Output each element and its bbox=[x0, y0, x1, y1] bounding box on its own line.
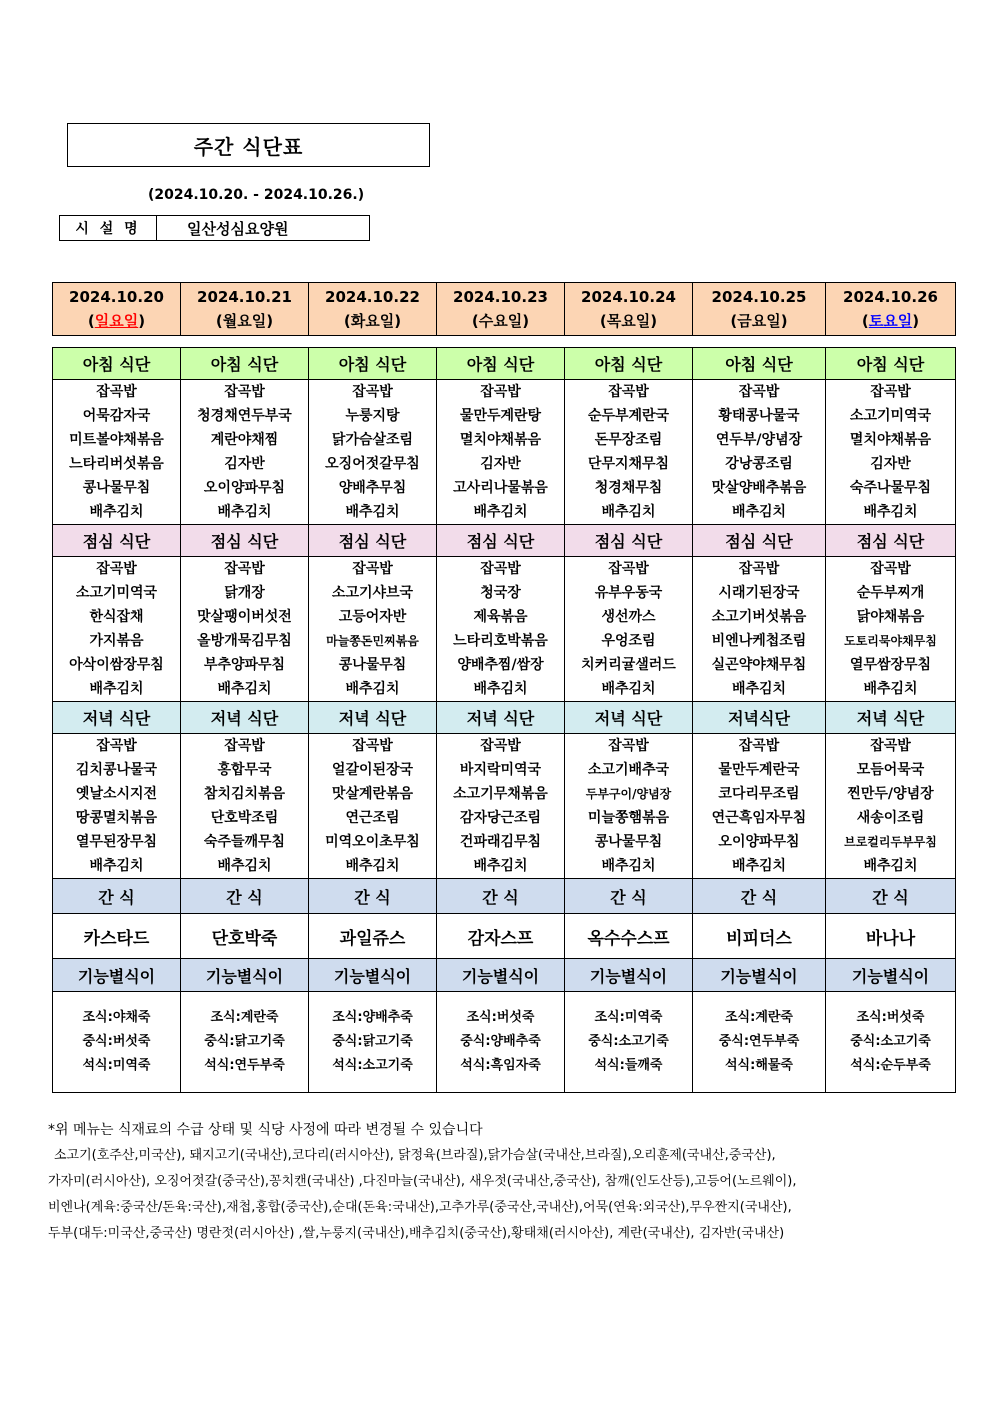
menu-item: 잡곡밥 bbox=[738, 384, 780, 400]
date-label: 2024.10.23 bbox=[453, 288, 548, 306]
menu-item: 배추김치 bbox=[89, 681, 144, 697]
functional-diet-section-label: 기능별식이 bbox=[826, 959, 956, 992]
menu-item: 잡곡밥 bbox=[608, 738, 649, 754]
menu-item: 배추김치 bbox=[731, 681, 787, 697]
dinner-menu-cell bbox=[693, 734, 826, 879]
menu-item: 마늘쫑돈민찌볶음 bbox=[326, 634, 419, 648]
lunch-menu-cell bbox=[693, 557, 826, 702]
menu-item: 잡곡밥 bbox=[608, 384, 649, 400]
menu-item: 잡곡밥 bbox=[96, 738, 137, 754]
menu-item: 배추김치 bbox=[345, 504, 400, 520]
menu-item: 고등어자반 bbox=[338, 609, 407, 625]
paren-open: ( bbox=[87, 312, 95, 330]
facility-label: 시 설 명 bbox=[60, 216, 157, 240]
menu-item: 열무쌈장무침 bbox=[849, 657, 932, 673]
functional-diet-item: 석식:해물죽 bbox=[725, 1058, 793, 1073]
dinner-menu-cell bbox=[53, 734, 181, 879]
date-label: 2024.10.25 bbox=[711, 288, 807, 306]
menu-item: 느타리버섯볶음 bbox=[69, 456, 164, 472]
lunch-menu-cell bbox=[181, 557, 309, 702]
menu-item: 배추김치 bbox=[89, 504, 144, 520]
menu-item: 잡곡밥 bbox=[352, 384, 393, 400]
menu-item: 새송이조림 bbox=[856, 810, 925, 826]
breakfast-section-label: 아침 식단 bbox=[826, 348, 956, 380]
menu-item: 닭개장 bbox=[224, 585, 265, 601]
breakfast-menu-cell bbox=[693, 380, 826, 525]
menu-item: 닭가슴살조림 bbox=[331, 432, 414, 448]
lunch-menu-cell bbox=[826, 557, 956, 702]
menu-item: 모듬어묵국 bbox=[856, 762, 925, 778]
menu-item: 생선까스 bbox=[601, 609, 656, 625]
breakfast-menu-cell bbox=[181, 380, 309, 525]
menu-item: 배추김치 bbox=[217, 504, 272, 520]
lunch-menu-cell bbox=[437, 557, 565, 702]
menu-item: 소고기미역국 bbox=[849, 408, 932, 424]
breakfast-menu-cell bbox=[565, 380, 693, 525]
menu-item: 누룽지탕 bbox=[345, 408, 400, 424]
breakfast-menu-cell bbox=[309, 380, 437, 525]
menu-item: 잡곡밥 bbox=[738, 561, 780, 577]
menu-item: 잡곡밥 bbox=[224, 561, 265, 577]
dinner-menu-cell bbox=[565, 734, 693, 879]
menu-item: 치커리귤샐러드 bbox=[581, 657, 676, 673]
notes-disclaimer: *위 메뉴는 식재료의 수급 상태 및 식당 사정에 따라 변경될 수 있습니다 bbox=[48, 1122, 483, 1138]
menu-item: 돈무장조림 bbox=[594, 432, 663, 448]
menu-item: 잡곡밥 bbox=[480, 384, 521, 400]
functional-diet-item: 조식:버섯죽 bbox=[856, 1010, 925, 1025]
date-header-cell bbox=[693, 283, 826, 336]
paren-close: ) bbox=[394, 312, 402, 330]
functional-diet-item: 중식:닭고기죽 bbox=[332, 1034, 413, 1049]
functional-diet-item: 조식:미역죽 bbox=[594, 1010, 663, 1025]
menu-item: 실곤약야채무침 bbox=[711, 657, 807, 673]
functional-diet-item: 중식:닭고기죽 bbox=[204, 1034, 285, 1049]
menu-item: 콩나물무침 bbox=[338, 657, 407, 673]
menu-item: 소고기샤브국 bbox=[331, 585, 414, 601]
functional-diet-cell bbox=[437, 992, 565, 1093]
notes-origin-line: 소고기(호주산,미국산), 돼지고기(국내산),코다리(러시아산), 닭정육(브라질),닭가슴살(국내산,브라질),오리훈제(국내산,중국산), bbox=[54, 1148, 776, 1163]
menu-item: 바지락미역국 bbox=[459, 762, 542, 778]
functional-diet-item: 중식:버섯죽 bbox=[82, 1034, 151, 1049]
functional-diet-item: 중식:양배추죽 bbox=[460, 1034, 541, 1049]
menu-item: 배추김치 bbox=[863, 504, 918, 520]
dinner-menu-cell bbox=[309, 734, 437, 879]
weekday-label: 화요일 bbox=[350, 312, 395, 330]
menu-item: 배추김치 bbox=[89, 858, 144, 874]
origin-notes bbox=[48, 1117, 968, 1247]
weekday-label: 수요일 bbox=[478, 312, 523, 330]
dinner-menu-cell bbox=[437, 734, 565, 879]
menu-item: 오이양파무침 bbox=[203, 480, 286, 496]
menu-item: 미늘쫑햄볶음 bbox=[587, 810, 670, 826]
lunch-section-label: 점심 식단 bbox=[565, 525, 693, 557]
date-header-table bbox=[52, 282, 956, 336]
functional-diet-item: 석식:소고기죽 bbox=[332, 1058, 413, 1073]
menu-item: 배추김치 bbox=[863, 858, 918, 874]
menu-item: 배추김치 bbox=[731, 858, 787, 874]
menu-item: 배추김치 bbox=[601, 858, 656, 874]
functional-diet-cell bbox=[693, 992, 826, 1093]
menu-item: 닭야채볶음 bbox=[856, 609, 925, 625]
functional-diet-item: 석식:들깨죽 bbox=[594, 1058, 663, 1073]
menu-item: 어묵감자국 bbox=[82, 408, 151, 424]
menu-item: 배추김치 bbox=[473, 504, 528, 520]
snack-section-label: 간 식 bbox=[565, 879, 693, 914]
breakfast-section-label: 아침 식단 bbox=[437, 348, 565, 380]
functional-diet-item: 석식:미역죽 bbox=[82, 1058, 151, 1073]
menu-item: 맛살계란볶음 bbox=[331, 786, 414, 802]
functional-diet-item: 중식:소고기죽 bbox=[850, 1034, 931, 1049]
functional-diet-row bbox=[53, 992, 956, 1093]
notes-origin-line: 비엔나(계육:중국산/돈육:국산),재첩,홍합(중국산),순대(돈육:국내산),고추가루(중국산,국내산),어묵(연육:외국산),무우짠지(국내산), bbox=[48, 1200, 792, 1215]
functional-diet-item: 조식:계란죽 bbox=[725, 1010, 793, 1025]
menu-item: 배추김치 bbox=[473, 681, 528, 697]
menu-item: 잡곡밥 bbox=[480, 738, 521, 754]
menu-item: 배추김치 bbox=[863, 681, 918, 697]
menu-item: 숙주들깨무침 bbox=[203, 834, 286, 850]
lunch-section-label: 점심 식단 bbox=[693, 525, 826, 557]
menu-item: 미역오이초무침 bbox=[325, 834, 420, 850]
menu-item: 잡곡밥 bbox=[738, 738, 780, 754]
snack-item: 감자스프 bbox=[437, 914, 565, 959]
menu-item: 한식잡채 bbox=[89, 609, 144, 625]
menu-item: 소고기무채볶음 bbox=[453, 786, 548, 802]
paren-close: ) bbox=[266, 312, 274, 330]
lunch-menu-cell bbox=[53, 557, 181, 702]
menu-item: 멸치야채볶음 bbox=[459, 432, 542, 448]
functional-diet-item: 석식:연두부죽 bbox=[204, 1058, 285, 1073]
menu-item: 맛살팽이버섯전 bbox=[197, 609, 292, 625]
dinner-section-label: 저녁 식단 bbox=[309, 702, 437, 734]
menu-item: 연근조림 bbox=[345, 810, 400, 826]
menu-table bbox=[52, 347, 956, 1093]
menu-item: 배추김치 bbox=[345, 681, 400, 697]
functional-diet-cell bbox=[826, 992, 956, 1093]
breakfast-menu-cell bbox=[826, 380, 956, 525]
menu-item: 잡곡밥 bbox=[96, 384, 137, 400]
dinner-section-row bbox=[53, 702, 956, 734]
breakfast-section-row bbox=[53, 348, 956, 380]
menu-item: 양배추무침 bbox=[338, 480, 407, 496]
menu-item: 청경채연두부국 bbox=[197, 408, 292, 424]
functional-diet-item: 중식:소고기죽 bbox=[588, 1034, 669, 1049]
menu-item: 올방개묵김무침 bbox=[197, 633, 292, 649]
menu-item: 아삭이쌈장무침 bbox=[69, 657, 164, 673]
snack-item: 비피더스 bbox=[693, 914, 826, 959]
menu-item: 잡곡밥 bbox=[352, 738, 393, 754]
menu-item: 배추김치 bbox=[217, 858, 272, 874]
dinner-menu-cell bbox=[181, 734, 309, 879]
dinner-menu-cell bbox=[826, 734, 956, 879]
menu-item: 김치콩나물국 bbox=[75, 762, 158, 778]
menu-item: 오이양파무침 bbox=[718, 834, 800, 850]
dinner-section-label: 저녁 식단 bbox=[565, 702, 693, 734]
date-header-cell bbox=[309, 283, 437, 336]
date-label: 2024.10.24 bbox=[581, 288, 676, 306]
snack-items-row bbox=[53, 914, 956, 959]
menu-item: 연근흑임자무침 bbox=[711, 810, 807, 826]
menu-item: 잡곡밥 bbox=[870, 384, 911, 400]
menu-item: 배추김치 bbox=[601, 681, 656, 697]
menu-item: 제육볶음 bbox=[473, 609, 528, 625]
menu-item: 열무된장무침 bbox=[75, 834, 158, 850]
functional-diet-item: 조식:버섯죽 bbox=[466, 1010, 535, 1025]
menu-item: 잡곡밥 bbox=[870, 561, 911, 577]
functional-diet-section-label: 기능별식이 bbox=[693, 959, 826, 992]
snack-item: 단호박죽 bbox=[181, 914, 309, 959]
weekday-label: 월요일 bbox=[222, 312, 267, 330]
functional-diet-cell bbox=[181, 992, 309, 1093]
menu-item: 비엔나케첩조림 bbox=[711, 633, 807, 649]
date-header-cell bbox=[826, 283, 956, 336]
snack-item: 카스타드 bbox=[53, 914, 181, 959]
menu-item: 잡곡밥 bbox=[224, 384, 265, 400]
menu-item: 잡곡밥 bbox=[96, 561, 137, 577]
functional-diet-section-label: 기능별식이 bbox=[181, 959, 309, 992]
menu-item: 배추김치 bbox=[601, 504, 656, 520]
paren-open: ( bbox=[215, 312, 223, 330]
menu-item: 느타리호박볶음 bbox=[453, 633, 548, 649]
breakfast-section-label: 아침 식단 bbox=[309, 348, 437, 380]
menu-item: 감자당근조림 bbox=[459, 810, 542, 826]
menu-item: 멸치야채볶음 bbox=[849, 432, 932, 448]
dinner-section-label: 저녁 식단 bbox=[826, 702, 956, 734]
functional-diet-section-row bbox=[53, 959, 956, 992]
functional-diet-section-label: 기능별식이 bbox=[309, 959, 437, 992]
functional-diet-section-label: 기능별식이 bbox=[437, 959, 565, 992]
menu-item: 단호박조림 bbox=[210, 810, 279, 826]
functional-diet-cell bbox=[565, 992, 693, 1093]
snack-section-label: 간 식 bbox=[437, 879, 565, 914]
lunch-menu-cell bbox=[309, 557, 437, 702]
menu-item: 브로컬리두부무침 bbox=[844, 835, 937, 849]
menu-item: 오징어젓갈무침 bbox=[325, 456, 420, 472]
date-header-cell bbox=[53, 283, 181, 336]
date-label: 2024.10.20 bbox=[69, 288, 164, 306]
paren-open: ( bbox=[599, 312, 607, 330]
menu-item: 잡곡밥 bbox=[480, 561, 521, 577]
breakfast-menu-cell bbox=[437, 380, 565, 525]
menu-item: 물만두계란국 bbox=[718, 762, 800, 778]
functional-diet-item: 조식:양배추죽 bbox=[332, 1010, 413, 1025]
menu-item: 김자반 bbox=[870, 456, 911, 472]
breakfast-section-label: 아침 식단 bbox=[181, 348, 309, 380]
snack-section-label: 간 식 bbox=[53, 879, 181, 914]
page-title: 주간 식단표 bbox=[67, 123, 430, 167]
weekday-label: 목요일 bbox=[606, 312, 651, 330]
notes-origin-line: 두부(대두:미국산,중국산) 명란젓(러시아산) ,쌀,누룽지(국내산),배추김치(중국산),황태채(러시아산), 계란(국내산), 김자반(국내산) bbox=[48, 1226, 785, 1241]
functional-diet-item: 중식:연두부죽 bbox=[718, 1034, 800, 1049]
dinner-section-label: 저녁 식단 bbox=[181, 702, 309, 734]
menu-item: 계란야채찜 bbox=[210, 432, 279, 448]
date-header-cell bbox=[437, 283, 565, 336]
menu-item: 콩나물무침 bbox=[594, 834, 663, 850]
snack-item: 바나나 bbox=[826, 914, 956, 959]
functional-diet-item: 조식:야채죽 bbox=[82, 1010, 151, 1025]
menu-item: 배추김치 bbox=[731, 504, 787, 520]
functional-diet-section-label: 기능별식이 bbox=[565, 959, 693, 992]
functional-diet-item: 조식:계란죽 bbox=[210, 1010, 279, 1025]
menu-item: 김자반 bbox=[480, 456, 521, 472]
menu-item: 콩나물무침 bbox=[82, 480, 151, 496]
menu-item: 시래기된장국 bbox=[718, 585, 800, 601]
snack-section-label: 간 식 bbox=[181, 879, 309, 914]
menu-item: 연두부/양념장 bbox=[715, 432, 803, 448]
menu-item: 찐만두/양념장 bbox=[847, 786, 934, 802]
menu-item: 잡곡밥 bbox=[608, 561, 649, 577]
menu-item: 옛날소시지전 bbox=[75, 786, 158, 802]
menu-item: 코다리무조림 bbox=[718, 786, 800, 802]
menu-item: 배추김치 bbox=[217, 681, 272, 697]
dinner-section-label: 저녁 식단 bbox=[53, 702, 181, 734]
paren-close: ) bbox=[912, 312, 920, 330]
menu-item: 단무지채무침 bbox=[587, 456, 670, 472]
date-header-cell bbox=[181, 283, 309, 336]
breakfast-section-label: 아침 식단 bbox=[565, 348, 693, 380]
functional-diet-cell bbox=[53, 992, 181, 1093]
menu-item: 순두부계란국 bbox=[587, 408, 670, 424]
paren-open: ( bbox=[471, 312, 479, 330]
paren-open: ( bbox=[861, 312, 869, 330]
breakfast-menu-row bbox=[53, 380, 956, 525]
lunch-menu-cell bbox=[565, 557, 693, 702]
date-header-row bbox=[53, 283, 956, 336]
menu-item: 청경채무침 bbox=[594, 480, 663, 496]
breakfast-section-label: 아침 식단 bbox=[693, 348, 826, 380]
breakfast-menu-cell bbox=[53, 380, 181, 525]
menu-item: 김자반 bbox=[224, 456, 265, 472]
menu-item: 우엉조림 bbox=[601, 633, 656, 649]
menu-item: 유부우동국 bbox=[594, 585, 663, 601]
date-label: 2024.10.26 bbox=[843, 288, 938, 306]
functional-diet-item: 석식:순두부죽 bbox=[850, 1058, 931, 1073]
breakfast-section-label: 아침 식단 bbox=[53, 348, 181, 380]
menu-item: 고사리나물볶음 bbox=[453, 480, 548, 496]
snack-section-row bbox=[53, 879, 956, 914]
menu-item: 맛살양배추볶음 bbox=[711, 480, 807, 496]
functional-diet-section-label: 기능별식이 bbox=[53, 959, 181, 992]
paren-close: ) bbox=[138, 312, 146, 330]
menu-item: 배추김치 bbox=[473, 858, 528, 874]
date-header-cell bbox=[565, 283, 693, 336]
weekday-label: 토요일 bbox=[868, 312, 913, 330]
menu-item: 황태콩나물국 bbox=[718, 408, 800, 424]
paren-close: ) bbox=[780, 312, 788, 330]
weekday-label: 일요일 bbox=[94, 312, 139, 330]
snack-section-label: 간 식 bbox=[693, 879, 826, 914]
menu-item: 두부구이/양념장 bbox=[585, 787, 672, 801]
paren-close: ) bbox=[650, 312, 658, 330]
functional-diet-cell bbox=[309, 992, 437, 1093]
menu-item: 잡곡밥 bbox=[224, 738, 265, 754]
menu-item: 소고기미역국 bbox=[75, 585, 158, 601]
menu-item: 잡곡밥 bbox=[352, 561, 393, 577]
menu-item: 가지볶음 bbox=[89, 633, 144, 649]
lunch-section-label: 점심 식단 bbox=[437, 525, 565, 557]
lunch-section-label: 점심 식단 bbox=[826, 525, 956, 557]
weekday-label: 금요일 bbox=[737, 312, 781, 330]
menu-item: 순두부찌개 bbox=[856, 585, 925, 601]
menu-item: 미트볼야채볶음 bbox=[69, 432, 164, 448]
menu-item: 얼갈이된장국 bbox=[331, 762, 414, 778]
menu-item: 땅콩멸치볶음 bbox=[75, 810, 158, 826]
paren-open: ( bbox=[343, 312, 351, 330]
dinner-section-label: 저녁 식단 bbox=[437, 702, 565, 734]
facility-name: 일산성심요양원 bbox=[187, 219, 289, 238]
menu-item: 부추양파무침 bbox=[203, 657, 286, 673]
menu-item: 잡곡밥 bbox=[870, 738, 911, 754]
lunch-section-label: 점심 식단 bbox=[309, 525, 437, 557]
facility-box bbox=[59, 215, 370, 241]
date-label: 2024.10.22 bbox=[325, 288, 420, 306]
lunch-section-label: 점심 식단 bbox=[53, 525, 181, 557]
dinner-menu-row bbox=[53, 734, 956, 879]
menu-item: 건파래김무침 bbox=[459, 834, 542, 850]
menu-item: 배추김치 bbox=[345, 858, 400, 874]
snack-item: 과일쥬스 bbox=[309, 914, 437, 959]
menu-item: 양배추찜/쌈장 bbox=[457, 657, 544, 673]
menu-item: 참치김치볶음 bbox=[203, 786, 286, 802]
menu-item: 소고기버섯볶음 bbox=[711, 609, 807, 625]
snack-section-label: 간 식 bbox=[826, 879, 956, 914]
menu-item: 소고기배추국 bbox=[587, 762, 670, 778]
menu-item: 도토리묵야채무침 bbox=[844, 634, 937, 648]
functional-diet-item: 석식:흑임자죽 bbox=[460, 1058, 541, 1073]
notes-origin-line: 가자미(러시아산), 오징어젓갈(중국산),꽁치캔(국내산) ,다진마늘(국내산), 새우젓(국내산,중국산), 참깨(인도산등),고등어(노르웨이), bbox=[48, 1174, 797, 1189]
lunch-menu-row bbox=[53, 557, 956, 702]
period-range: (2024.10.20. - 2024.10.26.) bbox=[148, 187, 365, 203]
date-label: 2024.10.21 bbox=[197, 288, 292, 306]
dinner-section-label: 저녁식단 bbox=[693, 702, 826, 734]
menu-item: 청국장 bbox=[480, 585, 521, 601]
paren-open: ( bbox=[730, 312, 738, 330]
lunch-section-label: 점심 식단 bbox=[181, 525, 309, 557]
paren-close: ) bbox=[522, 312, 530, 330]
snack-item: 옥수수스프 bbox=[565, 914, 693, 959]
lunch-section-row bbox=[53, 525, 956, 557]
menu-item: 강낭콩조림 bbox=[725, 456, 793, 472]
menu-item: 물만두계란탕 bbox=[459, 408, 542, 424]
menu-item: 홍합무국 bbox=[217, 762, 272, 778]
snack-section-label: 간 식 bbox=[309, 879, 437, 914]
menu-item: 숙주나물무침 bbox=[849, 480, 932, 496]
